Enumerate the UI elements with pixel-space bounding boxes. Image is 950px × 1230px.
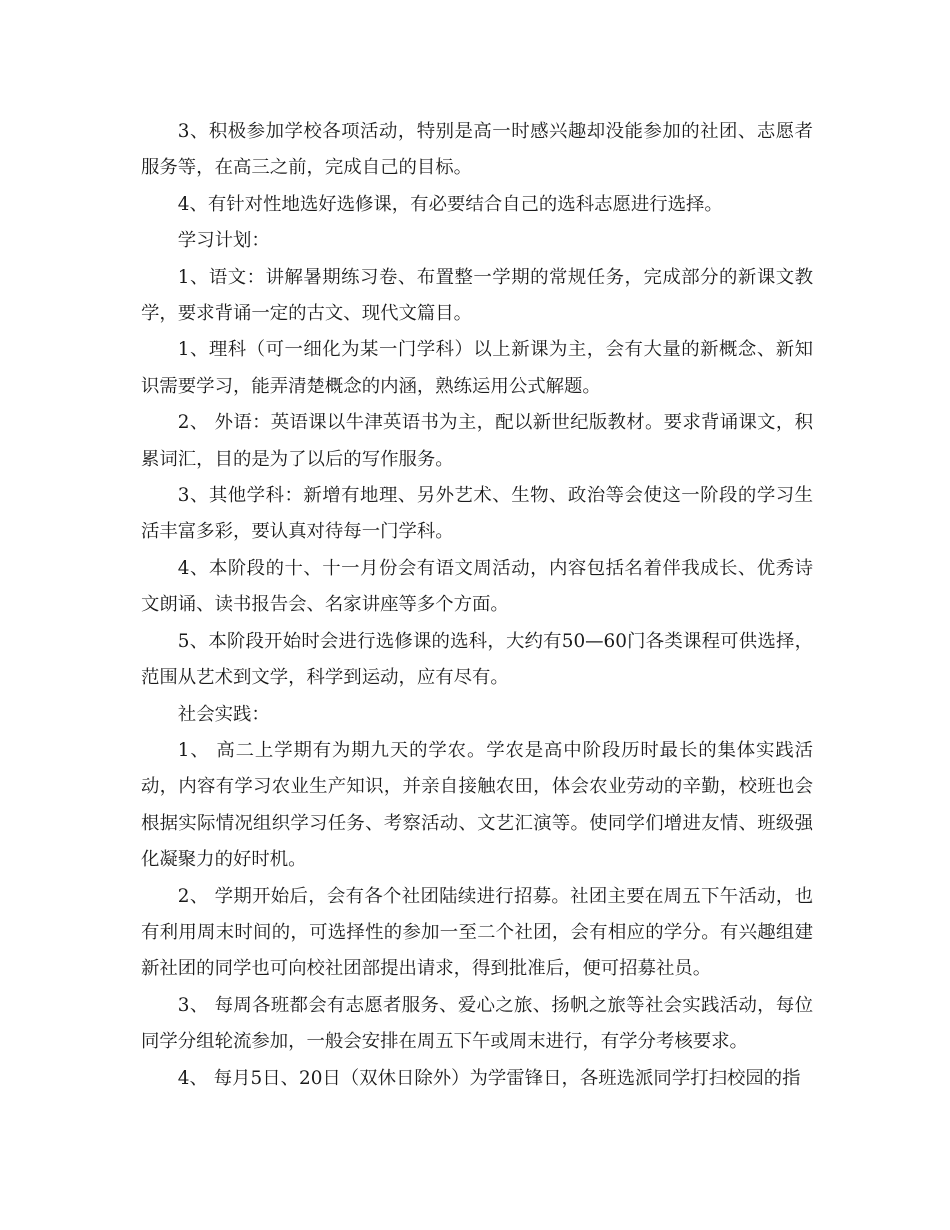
document-body <box>141 114 813 1097</box>
paragraph-lei-feng-day: 4、 每月5日、20日（双休日除外）为学雷锋日，各班选派同学打扫校园的指 <box>177 1067 801 1089</box>
paragraph-chinese: 1、语文：讲解暑期练习卷、布置整一学期的常规任务，完成部分的新课文教学，要求背诵一定的古文、现代文篇目。 <box>141 266 813 325</box>
heading-social-practice: 社会实践： <box>177 703 270 725</box>
heading-study-plan: 学习计划： <box>177 230 270 252</box>
paragraph-elective-choice: 4、有针对性地选好选修课，有必要结合自己的选科志愿进行选择。 <box>177 193 723 215</box>
paragraph-clubs: 2、 学期开始后，会有各个社团陆续进行招募。社团主要在周五下午活动，也有利用周末时间的，可选择性的参加一至二个社团，会有相应的学分。有兴趣组建新社团的同学也可向校社团部提出请求，得到批准后，便可招募社员。 <box>141 885 813 980</box>
paragraph-chinese-week: 4、本阶段的十、十一月份会有语文周活动，内容包括名着伴我成长、优秀诗文朗诵、读书报告会、名家讲座等多个方面。 <box>141 557 813 616</box>
paragraph-volunteer: 3、 每周各班都会有志愿者服务、爱心之旅、扬帆之旅等社会实践活动，每位同学分组轮流参加，一般会安排在周五下午或周末进行，有学分考核要求。 <box>141 994 813 1053</box>
paragraph-elective-courses: 5、本阶段开始时会进行选修课的选科，大约有50—60门各类课程可供选择，范围从艺术到文学，科学到运动，应有尽有。 <box>141 630 813 689</box>
paragraph-farm-practice: 1、 高二上学期有为期九天的学农。学农是高中阶段历时最长的集体实践活动，内容有学习农业生产知识，并亲自接触农田，体会农业劳动的辛勤，校班也会根据实际情况组织学习任务、考察活动、文艺汇演等。使同学们增进友情、班级强化凝聚力的好时机。 <box>141 739 813 871</box>
paragraph-activities-goal: 3、积极参加学校各项活动，特别是高一时感兴趣却没能参加的社团、志愿者服务等，在高三之前，完成自己的目标。 <box>141 121 813 179</box>
paragraph-foreign-language: 2、 外语：英语课以牛津英语书为主，配以新世纪版教材。要求背诵课文，积累词汇，目的是为了以后的写作服务。 <box>141 412 813 470</box>
paragraph-science: 1、理科（可一细化为某一门学科）以上新课为主，会有大量的新概念、新知识需要学习，能弄清楚概念的内涵，熟练运用公式解题。 <box>141 339 813 397</box>
paragraph-other-subjects: 3、其他学科：新增有地理、另外艺术、生物、政治等会使这一阶段的学习生活丰富多彩，要认真对待每一门学科。 <box>141 485 813 543</box>
